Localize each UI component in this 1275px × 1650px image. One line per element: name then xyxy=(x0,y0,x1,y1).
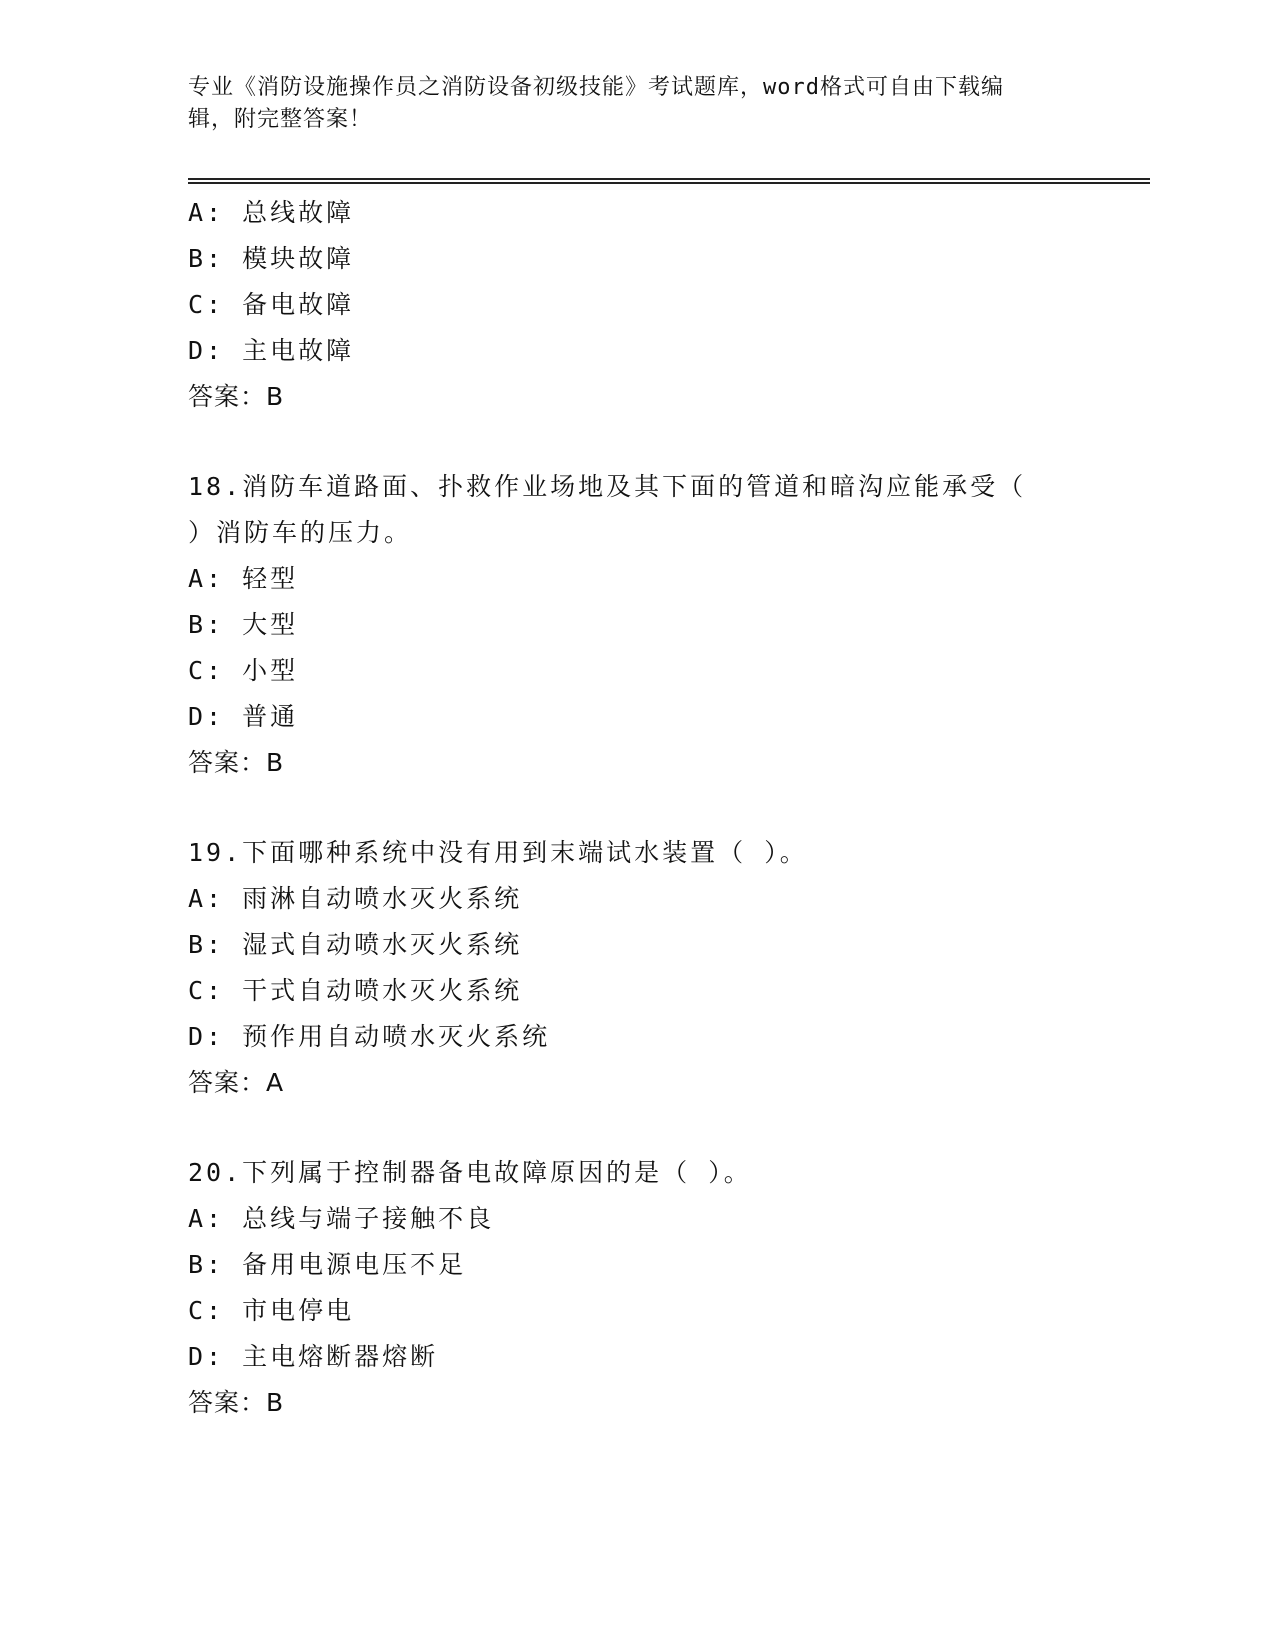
option-d: D: 主电熔断器熔断 xyxy=(188,1342,439,1371)
question-stem: 19.下面哪种系统中没有用到末端试水装置（ ）。 xyxy=(188,838,808,867)
question-20 xyxy=(188,1150,1088,1426)
answer: 答案：B xyxy=(188,748,285,777)
question-list xyxy=(188,190,1088,1426)
question-stem-line-2: ）消防车的压力。 xyxy=(188,518,413,547)
option-d: D: 普通 xyxy=(188,702,299,731)
option-b: B: 大型 xyxy=(188,610,299,639)
option-a: A: 雨淋自动喷水灭火系统 xyxy=(188,884,523,913)
document-header xyxy=(188,72,1088,136)
answer: 答案：A xyxy=(188,1068,285,1097)
header-line-2: 辑，附完整答案！ xyxy=(188,107,373,132)
option-d: D: 主电故障 xyxy=(188,336,355,365)
option-c: C: 备电故障 xyxy=(188,290,355,319)
spacer xyxy=(188,420,1088,464)
question-19 xyxy=(188,830,1088,1106)
option-a: A: 总线故障 xyxy=(188,198,355,227)
header-divider-bottom xyxy=(188,182,1150,184)
option-b: B: 备用电源电压不足 xyxy=(188,1250,467,1279)
option-c: C: 小型 xyxy=(188,656,299,685)
question-17 xyxy=(188,190,1088,420)
spacer xyxy=(188,786,1088,830)
spacer xyxy=(188,1106,1088,1150)
option-c: C: 市电停电 xyxy=(188,1296,355,1325)
option-b: B: 模块故障 xyxy=(188,244,355,273)
option-b: B: 湿式自动喷水灭火系统 xyxy=(188,930,523,959)
answer: 答案：B xyxy=(188,1388,285,1417)
question-stem-line-1: 18.消防车道路面、扑救作业场地及其下面的管道和暗沟应能承受（ xyxy=(188,472,1027,501)
option-d: D: 预作用自动喷水灭火系统 xyxy=(188,1022,551,1051)
header-divider-top xyxy=(188,178,1150,180)
question-18 xyxy=(188,464,1088,786)
answer: 答案：B xyxy=(188,382,285,411)
question-stem: 20.下列属于控制器备电故障原因的是（ ）。 xyxy=(188,1158,752,1187)
option-a: A: 总线与端子接触不良 xyxy=(188,1204,495,1233)
option-a: A: 轻型 xyxy=(188,564,299,593)
header-line-1: 专业《消防设施操作员之消防设备初级技能》考试题库，word格式可自由下载编 xyxy=(188,75,1004,100)
option-c: C: 干式自动喷水灭火系统 xyxy=(188,976,523,1005)
